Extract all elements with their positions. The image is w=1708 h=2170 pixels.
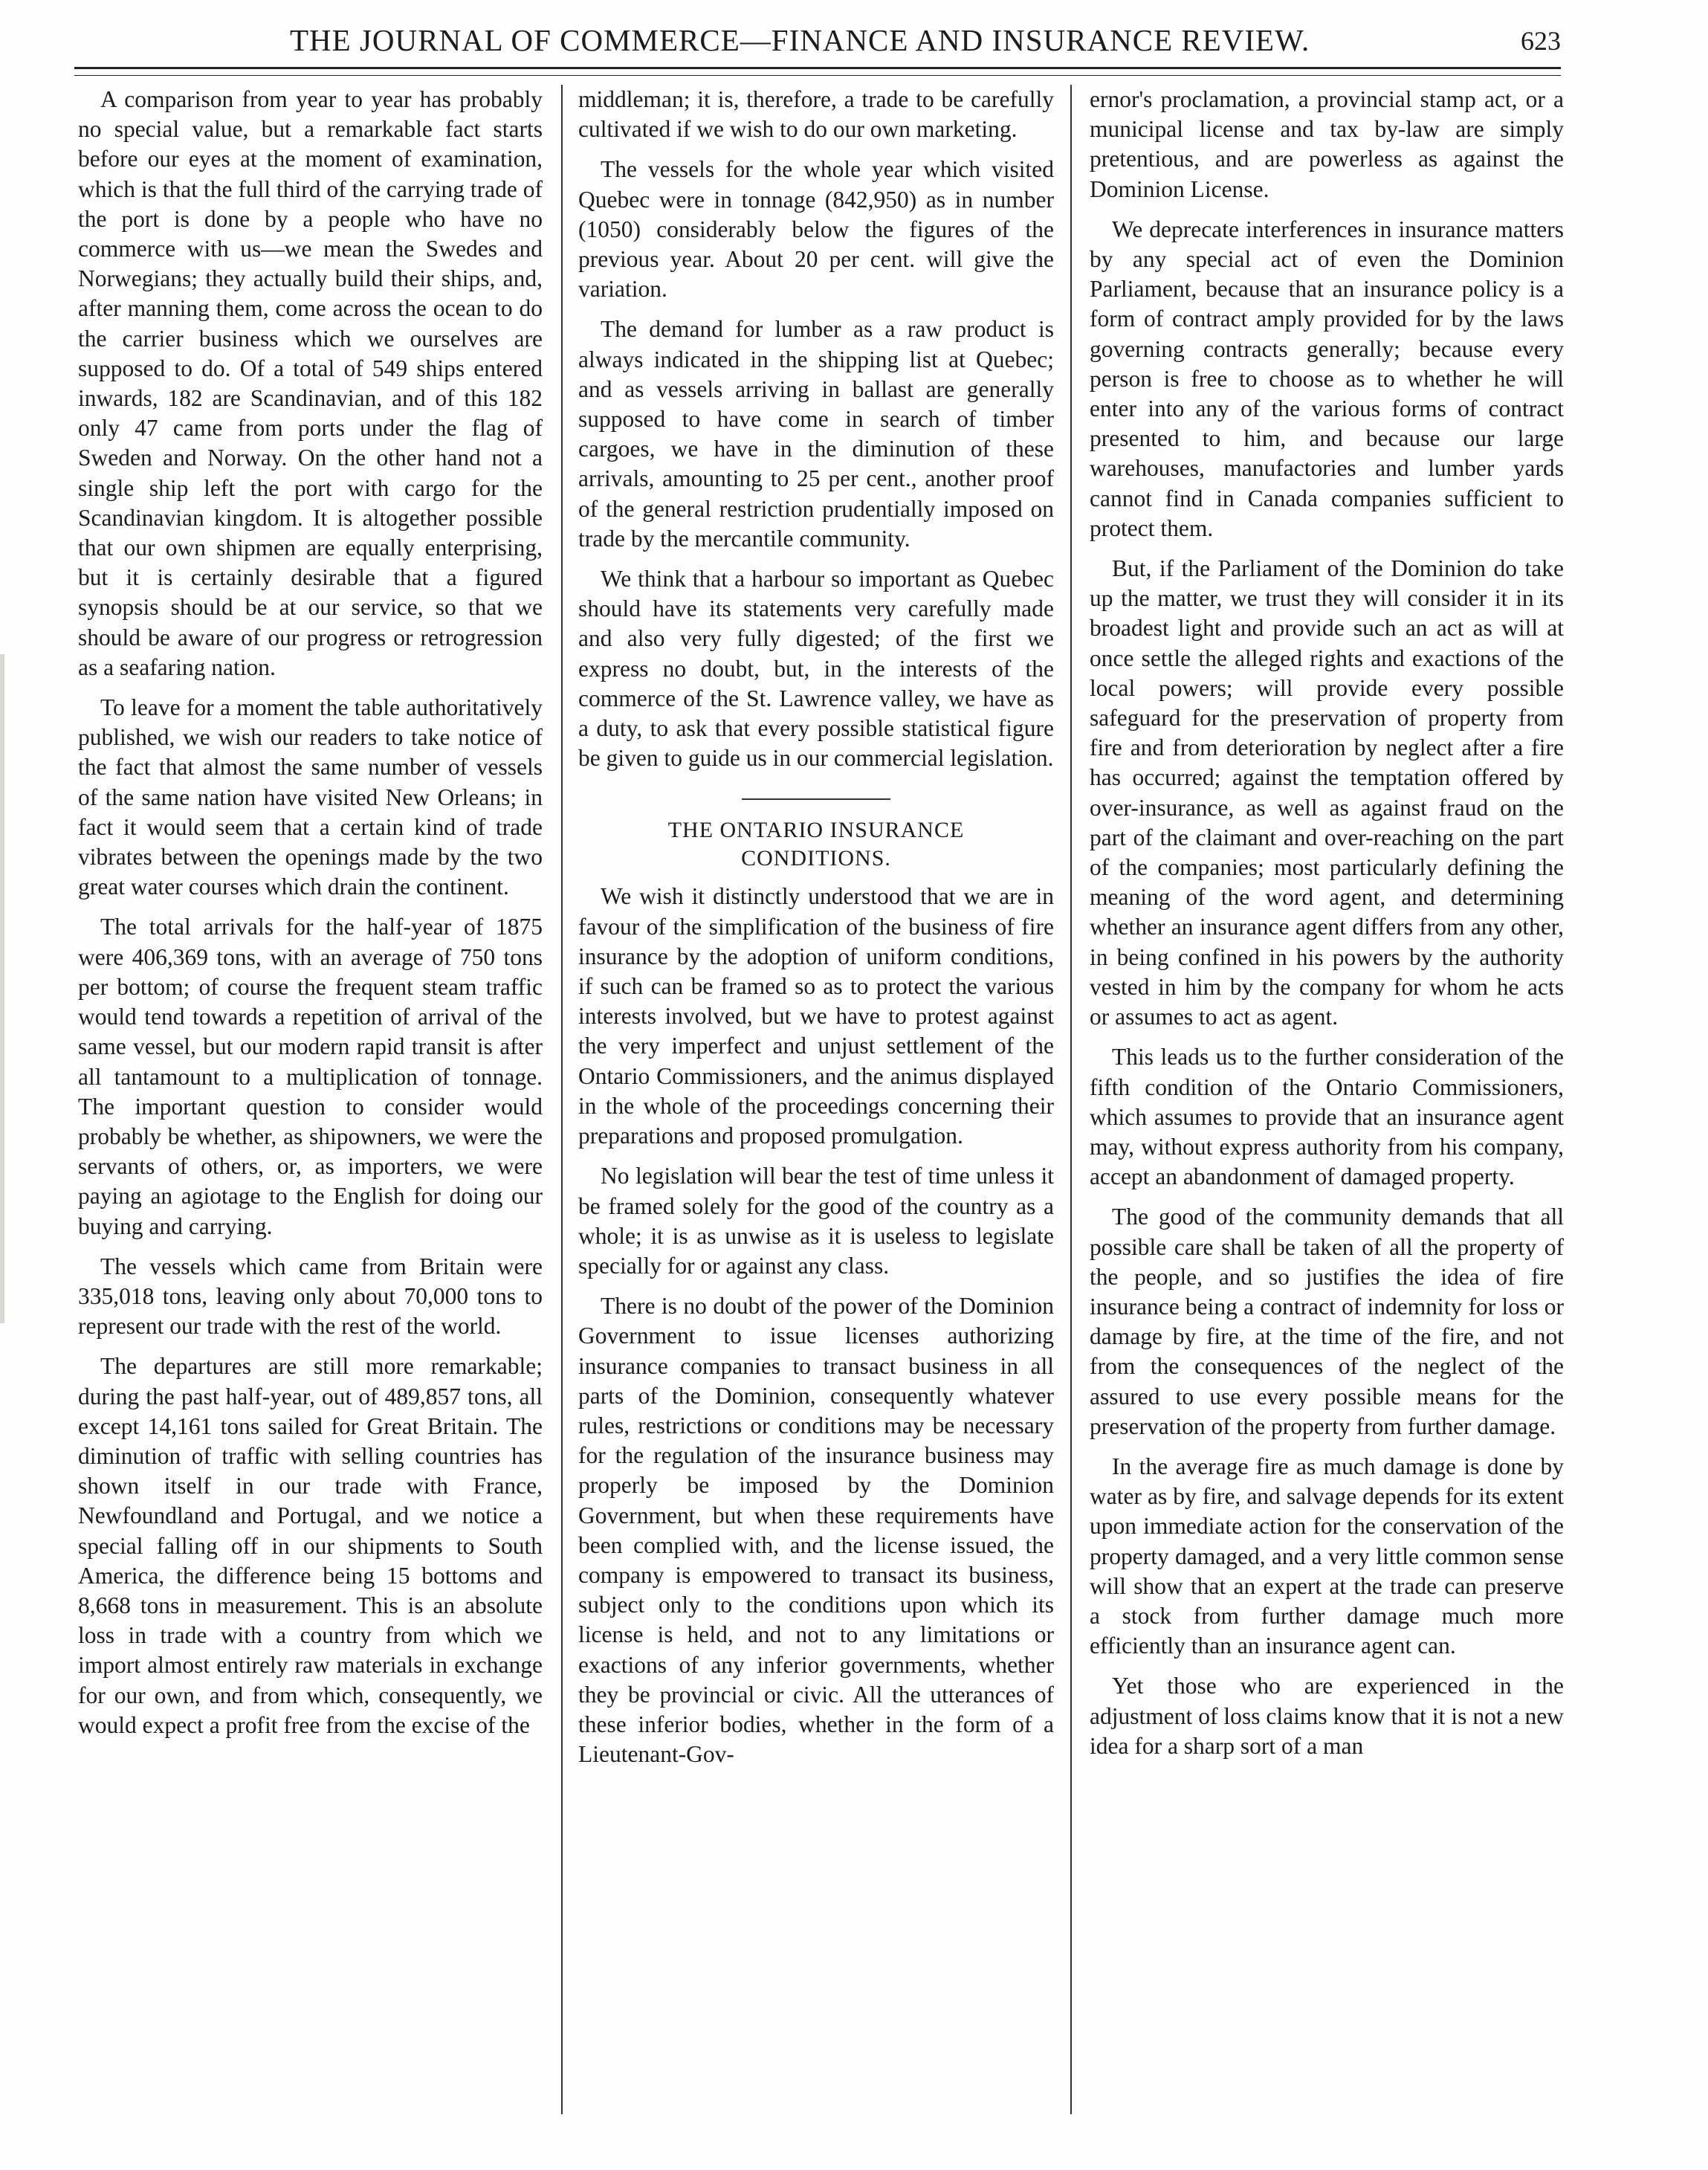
section-heading xyxy=(578,816,1054,873)
header-rule-thin xyxy=(74,75,1561,76)
paragraph: In the average fire as much damage is done by water as by fire, and salvage depends for its extent upon immediate action for the conservation of the property damaged, and a very little common sense will show that an expert at the trade can preserve a stock from further damage much more efficiently than an insurance agent can. xyxy=(1090,1453,1564,1659)
column-divider xyxy=(561,85,563,2114)
section-heading-line: CONDITIONS. xyxy=(741,846,891,871)
paragraph: There is no doubt of the power of the Dominion Government to issue licenses authorizing insurance companies to transact business in all parts of the Dominion, consequently whatever rules, restrictions or conditions may be necessary for the regulation of the insurance business may properly be imposed by the Dominion Government, but when these requirements have been complied with, and the license issued, the company is empowered to transact its business, subject only to the conditions upon which its license is held, and not to any limitations or exactions of any inferior governments, whether they be provincial or civic. All the utterances of these inferior bodies, whether in the form of a Lieutenant-Gov- xyxy=(578,1293,1054,1768)
column-3 xyxy=(1090,85,1564,1899)
paragraph: middleman; it is, therefore, a trade to be carefully cultivated if we wish to do our own marketing. xyxy=(578,86,1054,143)
column-2 xyxy=(578,85,1054,1899)
paragraph: No legislation will bear the test of time unless it be framed solely for the good of the country as a whole; it is as unwise as it is useless to legislate specially for or against any class. xyxy=(578,1163,1054,1279)
paragraph: But, if the Parliament of the Dominion do take up the matter, we trust they will consider it in its broadest light and provide such an act as will at once settle the alleged rights and exactions of the local powers; will provide every possible safeguard for the preservation of property from fire and from deterioration by neglect after a fire has occurred; against the temptation offered by over-insurance, as well as against fraud on the part of the claimant and over-reaching on the part of the companies; most particularly defining the meaning of the word agent, and determining whether an insurance agent differs from any other, in being confined in his powers by the authority vested in him by the company for whom he acts or assumes to act as agent. xyxy=(1090,555,1564,1030)
paragraph: A comparison from year to year has probably no special value, but a remarkable fact starts before our eyes at the moment of examination, which is that the full third of the carrying trade of the port is done by a people who have no commerce with us—we mean the Swedes and Norwegians; they actually build their ships, and, after manning them, come across the ocean to do the carrier business which we ourselves are supposed to do. Of a total of 549 ships entered inwards, 182 are Scandinavian, and of this 182 only 47 came from ports under the flag of Sweden and Norway. On the other hand not a single ship left the port with cargo for the Scandinavian kingdom. It is altogether possible that our own shipmen are equally enterprising, but it is certainly desirable that a figured synopsis should be at our service, so that we should be aware of our progress or retrogression as a seafaring nation. xyxy=(78,86,543,680)
paragraph: The demand for lumber as a raw product is always indicated in the shipping list at Quebec; and as vessels arriving in ballast are generally supposed to have come in search of timber cargoes, we have in the diminution of these arrivals, amounting to 25 per cent., another proof of the general restriction prudentially imposed on trade by the mercantile community. xyxy=(578,316,1054,552)
paragraph: ernor's proclamation, a provincial stamp act, or a municipal license and tax by-law are simply pretentious, and are powerless as against the Dominion License. xyxy=(1090,86,1564,202)
paragraph: This leads us to the further consideration of the fifth condition of the Ontario Commissioners, which assumes to provide that an insurance agent may, without express authority from his company, accept an abandonment of damaged property. xyxy=(1090,1044,1564,1190)
paragraph: The vessels for the whole year which visited Quebec were in tonnage (842,950) as in number (1050) considerably below the figures of the previous year. About 20 per cent. will give the variation. xyxy=(578,156,1054,303)
paragraph: Yet those who are experienced in the adjustment of loss claims know that it is not a new idea for a sharp sort of a man xyxy=(1090,1673,1564,1759)
paragraph: We think that a harbour so important as Quebec should have its statements very carefully made and also very fully digested; of the first we express no doubt, but, in the interests of the commerce of the St. Lawrence valley, we have as a duty, to ask that every possible statistical figure be given to guide us in our commercial legislation. xyxy=(578,566,1054,772)
paragraph: The total arrivals for the half-year of 1875 were 406,369 tons, with an average of 750 tons per bottom; of course the frequent steam traffic would tend towards a repetition of arrival of the same vessel, but our modern rapid transit is after all tantamount to a multiplication of tonnage. The important question to consider would probably be whether, as shipowners, we were the servants of others, or, as importers, we were paying an agiotage to the English for doing our buying and carrying. xyxy=(78,914,543,1239)
page-number: 623 xyxy=(1521,26,1561,56)
paragraph: To leave for a moment the table authoritatively published, we wish our readers to take notice of the fact that almost the same number of vessels of the same nation have visited New Orleans; in fact it would seem that a certain kind of trade vibrates between the openings made by the two great water courses which drain the continent. xyxy=(78,694,543,900)
paragraph: The vessels which came from Britain were 335,018 tons, leaving only about 70,000 tons to represent our trade with the rest of the world. xyxy=(78,1253,543,1340)
page-edge-shadow xyxy=(0,654,4,1323)
header-rule-thick xyxy=(74,67,1561,69)
column-divider xyxy=(1070,85,1072,2114)
paragraph: The departures are still more remarkable; during the past half-year, out of 489,857 tons, all except 14,161 tons sailed for Great Britain. The diminution of traffic with selling countries has shown itself in our trade with France, Newfoundland and Portugal, and we notice a special falling off in our shipments to South America, the difference being 15 bottoms and 8,668 tons in measurement. This is an absolute loss in trade with a country from which we import almost entirely raw materials in exchange for our own, and from which, consequently, we would expect a profit free from the excise of the xyxy=(78,1353,543,1738)
column-1 xyxy=(78,85,543,1899)
section-heading-line: THE ONTARIO INSURANCE xyxy=(667,818,965,843)
paragraph: We wish it distinctly understood that we are in favour of the simplification of the business of fire insurance by the adoption of uniform conditions, if such can be framed so as to protect the various interests involved, but we have to protest against the very imperfect and unjust settlement of the Ontario Commissioners, and the animus displayed in the whole of the proceedings concerning their preparations and proposed promulgation. xyxy=(578,883,1054,1149)
paragraph: The good of the community demands that all possible care shall be taken of all the property of the people, and so justifies the idea of fire insurance being a contract of indemnity for loss or damage by fire, at the time of the fire, and not from the consequences of the neglect of the assured to use every possible means for the preservation of the property from further damage. xyxy=(1090,1204,1564,1439)
page-header xyxy=(74,22,1561,61)
section-divider-rule xyxy=(742,798,890,800)
paragraph: We deprecate interferences in insurance matters by any special act of even the Dominion Parliament, because that an insurance policy is a form of contract amply provided for by the laws governing contracts generally; because every person is free to choose as to whether he will enter into any of the various forms of contract presented to him, and because our large warehouses, manufactories and lumber yards cannot find in Canada companies sufficient to protect them. xyxy=(1090,216,1564,541)
journal-title: THE JOURNAL OF COMMERCE—FINANCE AND INSURANCE REVIEW. xyxy=(290,23,1310,57)
